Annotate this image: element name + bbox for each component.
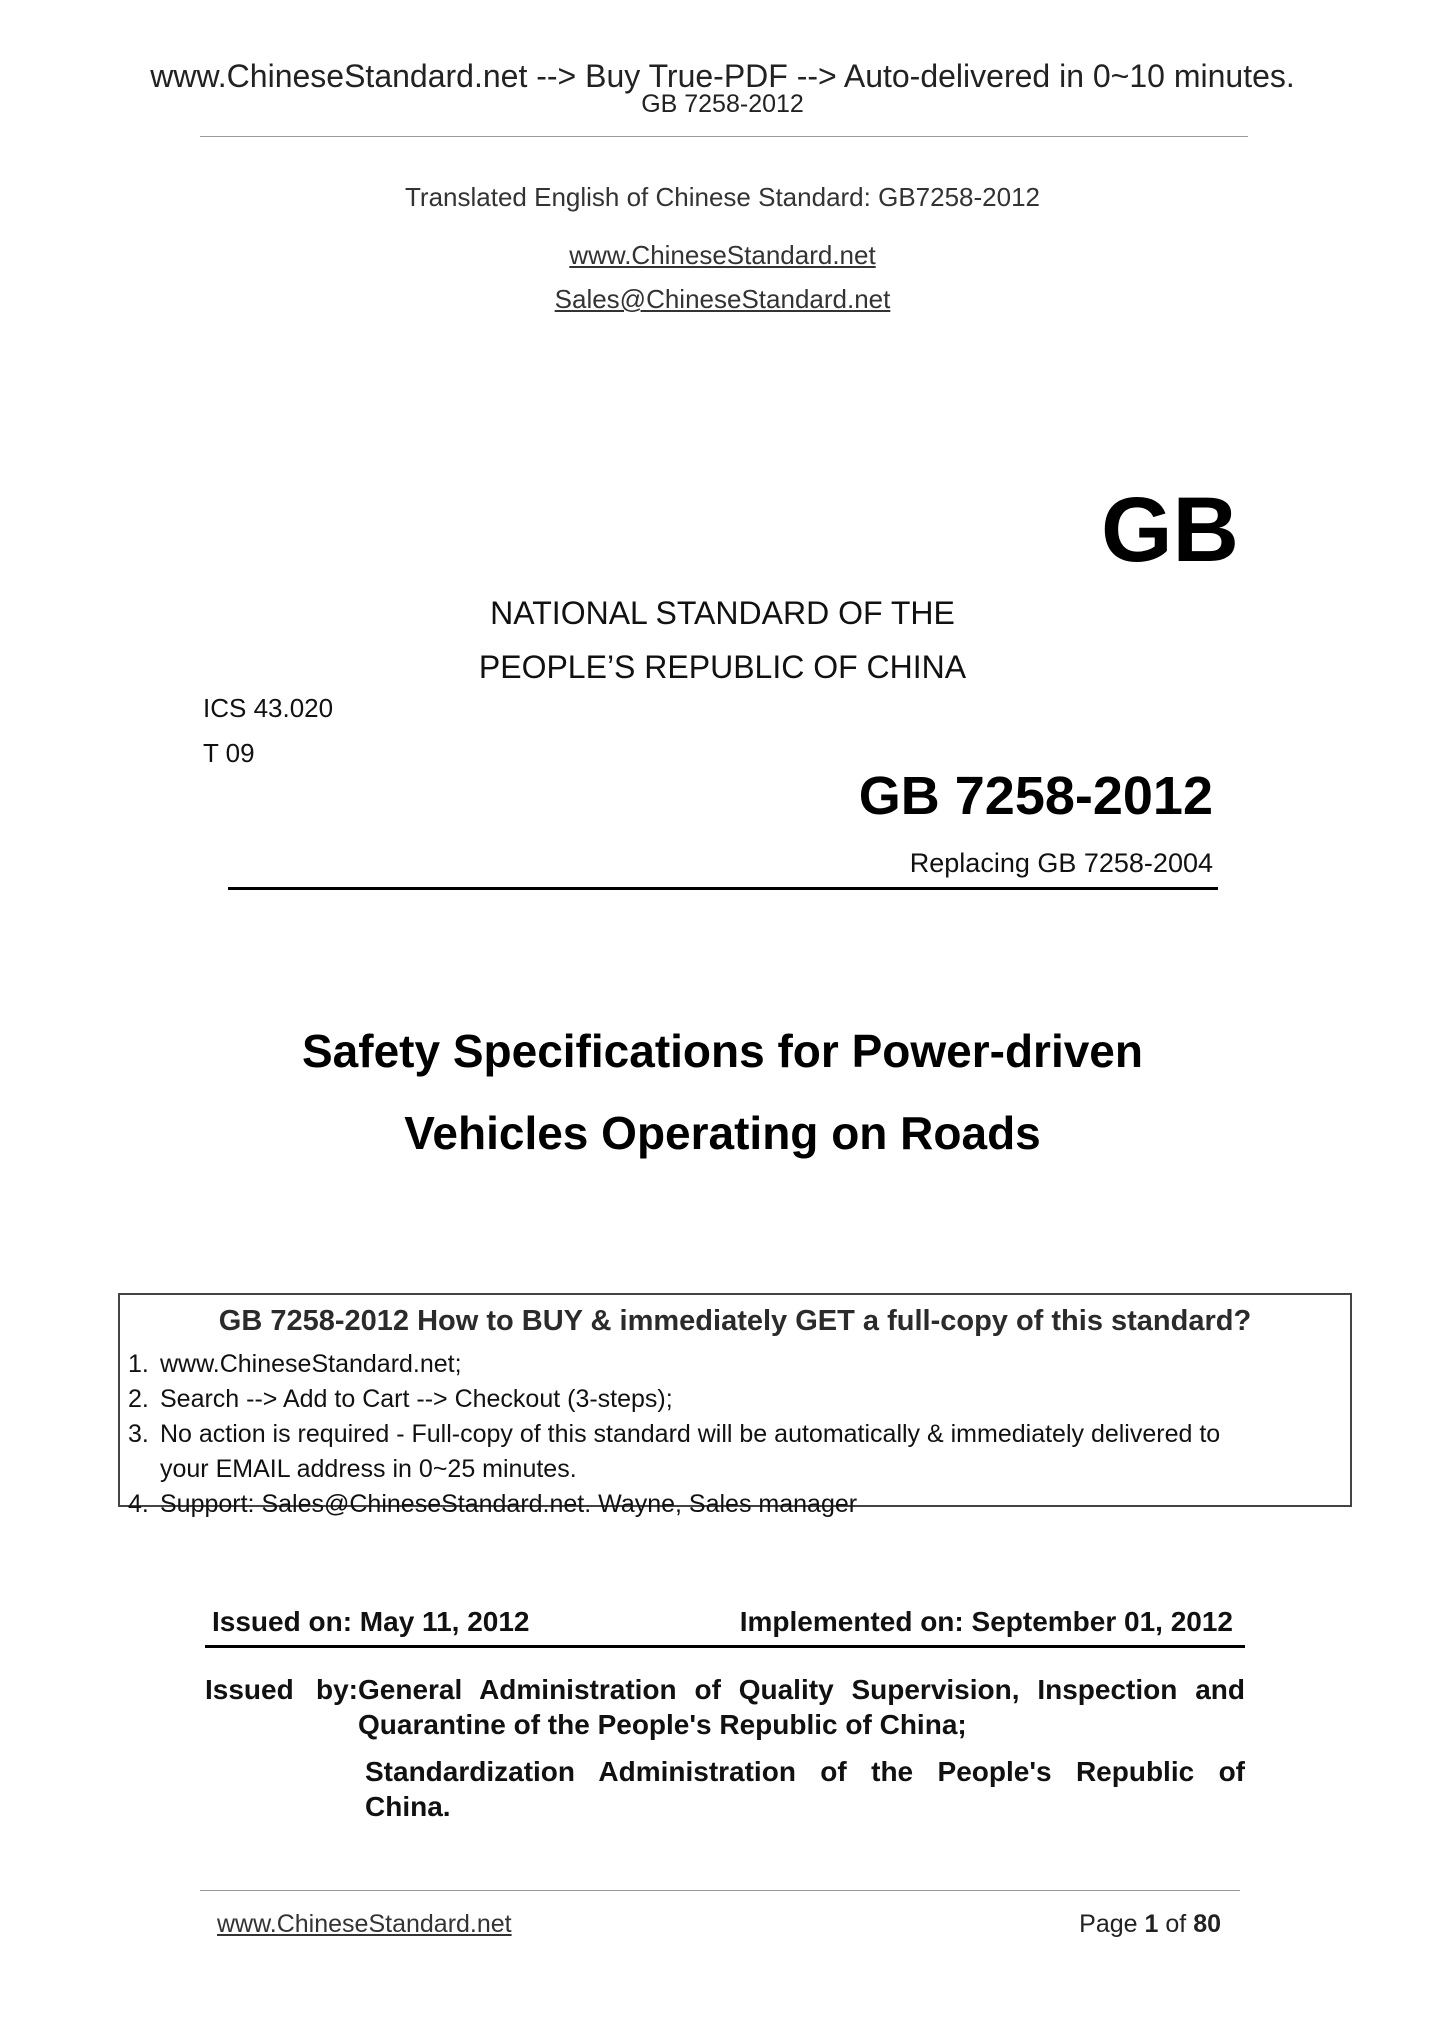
issued-on-date: Issued on: May 11, 2012 [212,1606,530,1637]
buy-step-text: Search --> Add to Cart --> Checkout (3-steps); [160,1385,673,1413]
buy-info-box [118,1293,1352,1518]
list-item [128,1452,1220,1487]
top-banner: www.ChineseStandard.net --> Buy True-PDF --> Auto-delivered in 0~10 minutes. [150,58,1295,94]
list-item: 4. Support: Sales@ChineseStandard.net. Wayne, Sales manager [128,1490,858,1518]
gb-mark: GB [1101,479,1239,581]
buy-steps-list [128,1347,1220,1522]
issuer-1-line-1: Issued by:General Administration of Quality Supervision, Inspection and [205,1674,1245,1705]
header-divider [200,136,1248,137]
t-code: T 09 [203,738,255,768]
list-item: 3. No action is required - Full-copy of this standard will be automatically & immediately delivered to [128,1420,1221,1448]
header-doc-code: GB 7258-2012 [641,90,804,118]
page-current: 1 [1144,1910,1159,1938]
issued-by-label: Issued by: [205,1674,358,1705]
buy-step-site-link[interactable]: www.ChineseStandard.net; [160,1350,462,1378]
title-line-1: Safety Specifications for Power-driven [301,1025,1143,1077]
buy-step-text: No action is required - Full-copy of this standard will be automatically & immediately delivered to [160,1420,1221,1448]
sales-email-link[interactable]: Sales@ChineseStandard.net [554,284,891,314]
buy-box-heading: GB 7258-2012 How to BUY & immediately GET a full-copy of this standard? [218,1305,1252,1337]
site-link[interactable]: www.ChineseStandard.net [569,240,876,270]
page-number: Page 1 of 80 [1079,1910,1221,1938]
title-line-2: Vehicles Operating on Roads [404,1107,1041,1159]
issuer-2 [365,1754,1245,1824]
issued-by-block [205,1672,1245,1742]
buy-step-support: Support: Sales@ChineseStandard.net. Wayne, Sales manager [160,1490,858,1518]
translated-note: Translated English of Chinese Standard: GB7258-2012 [405,182,1040,212]
issuer-2-line-1: Standardization Administration of the People's Republic of [365,1756,1245,1787]
footer-divider [200,1890,1240,1891]
implemented-on-date: Implemented on: September 01, 2012 [739,1606,1233,1637]
dates-divider [205,1645,1245,1648]
issuer-1-line-2: Quarantine of the People's Republic of China; [358,1709,967,1740]
national-line-1: NATIONAL STANDARD OF THE [490,595,955,631]
replacing-note: Replacing GB 7258-2004 [909,848,1213,878]
cover-divider [228,887,1218,890]
document-title [0,1010,1445,1174]
list-item: 2. Search --> Add to Cart --> Checkout (3-steps); [128,1385,673,1413]
page-total: 80 [1193,1910,1221,1938]
buy-step-text: your EMAIL address in 0~25 minutes. [160,1455,577,1483]
national-line-2: PEOPLE’S REPUBLIC OF CHINA [478,649,967,685]
footer-site-link[interactable]: www.ChineseStandard.net [217,1910,512,1938]
ics-code: ICS 43.020 [203,693,334,723]
list-item: 1. www.ChineseStandard.net; [128,1350,462,1378]
national-standard-heading [0,586,1445,694]
standard-number: GB 7258-2012 [858,766,1213,826]
issuer-2-line-2: China. [365,1791,451,1822]
